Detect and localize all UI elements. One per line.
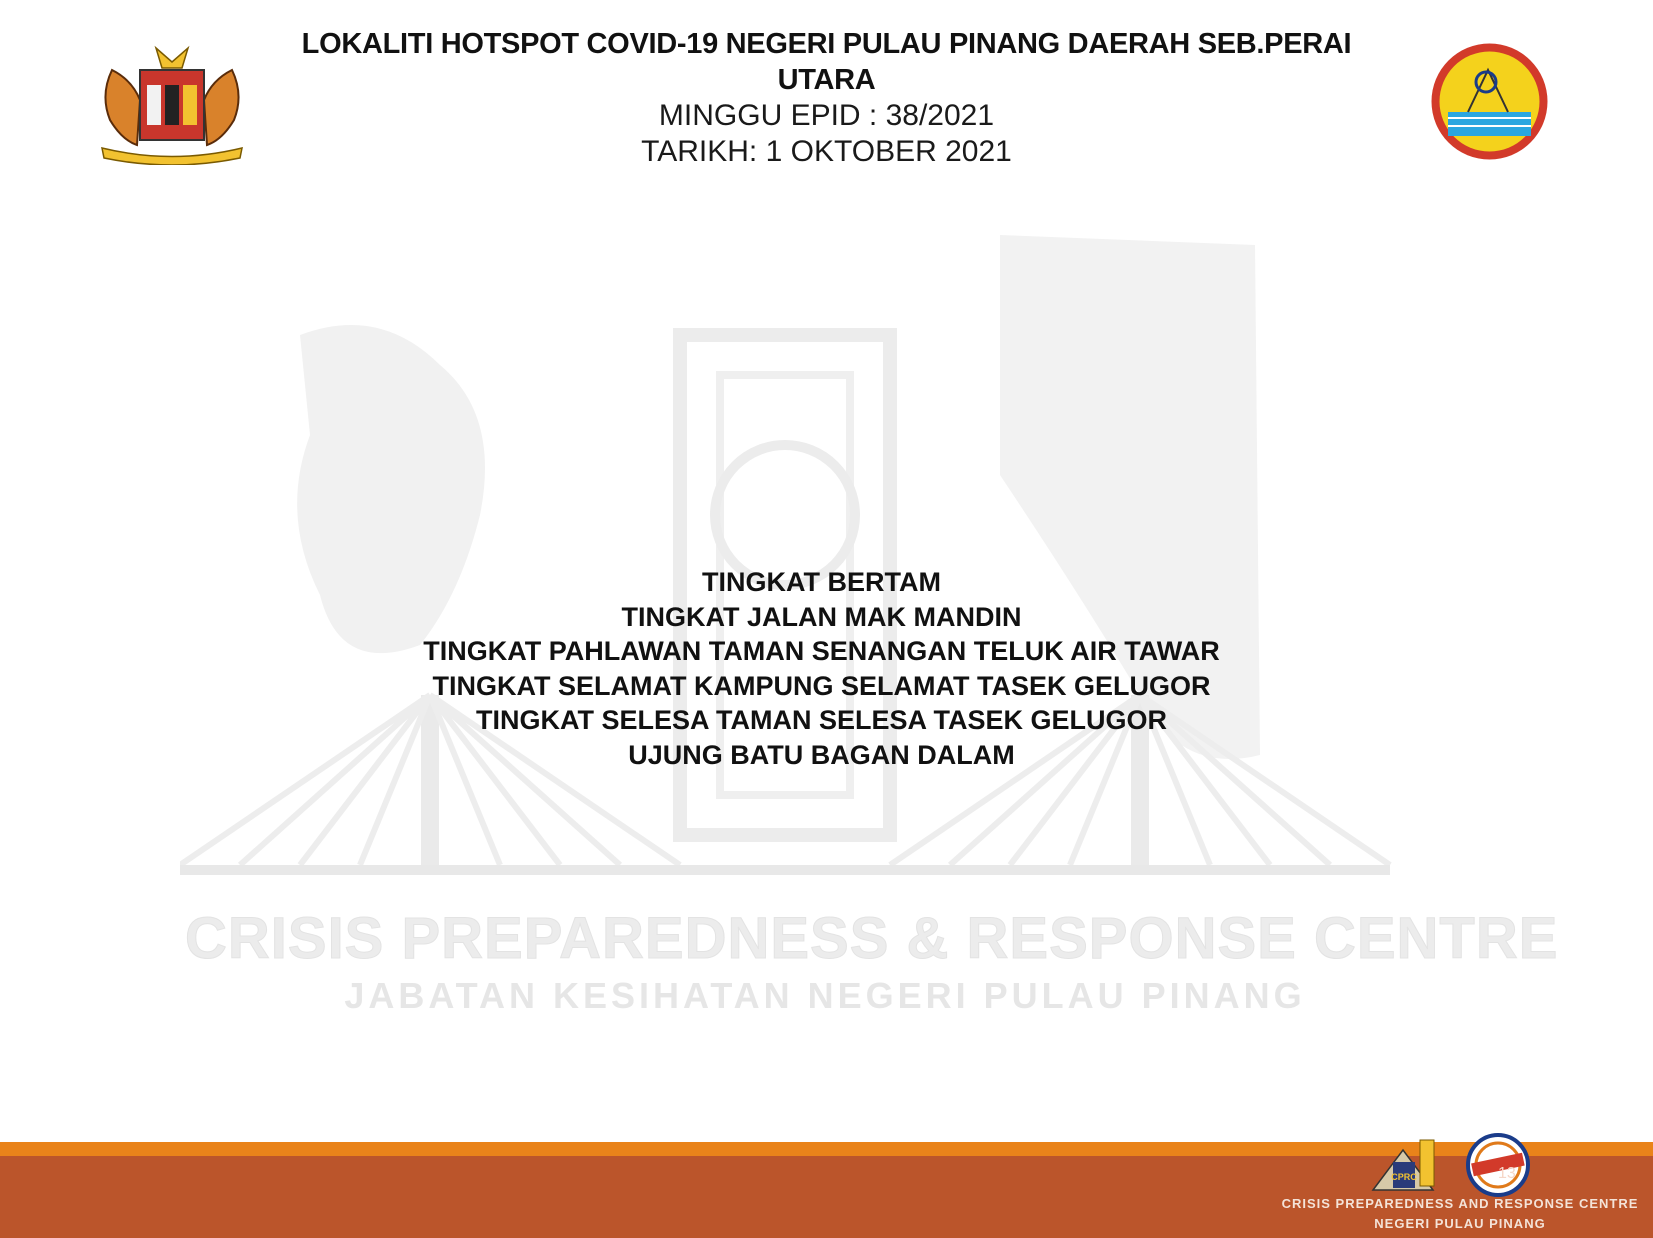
locality-item: TINGKAT PAHLAWAN TAMAN SENANGAN TELUK AIR TAWAR [423, 636, 1220, 666]
hotspot-locality-list [330, 565, 1313, 772]
slide-header [270, 26, 1383, 170]
epid-week: MINGGU EPID : 38/2021 [658, 99, 995, 132]
watermark-text-line-1: CRISIS PREPAREDNESS & RESPONSE CENTRE [185, 906, 1559, 971]
slide-title-line-2: UTARA [777, 64, 876, 96]
cprc-logo-icon [1373, 1140, 1434, 1190]
council-seal-logo [1428, 40, 1551, 163]
locality-item: UJUNG BATU BAGAN DALAM [628, 739, 1015, 770]
locality-item: TINGKAT SELAMAT KAMPUNG SELAMAT TASEK GELUGOR [432, 670, 1211, 701]
coat-of-arms-logo [92, 40, 252, 165]
locality-item: TINGKAT SELESA TAMAN SELESA TASEK GELUGOR [475, 705, 1168, 735]
seberang-perai-council-seal-icon [1428, 40, 1551, 163]
watermark-text-line-2: JABATAN KESIHATAN NEGERI PULAU PINANG [344, 975, 1306, 1016]
slide-title-line-1: LOKALITI HOTSPOT COVID-19 NEGERI PULAU PINANG DAERAH SEB.PERAI [301, 28, 1352, 60]
footer-org-state: NEGERI PULAU PINANG [1374, 1216, 1546, 1231]
page-number: 13 [1498, 1165, 1516, 1182]
svg-text:CPRC: CPRC [1391, 1172, 1417, 1182]
malaysia-coat-of-arms-icon [92, 40, 252, 165]
report-date: TARIKH: 1 OKTOBER 2021 [641, 135, 1012, 168]
footer-org-name: CRISIS PREPAREDNESS AND RESPONSE CENTRE [1281, 1196, 1639, 1211]
locality-item: TINGKAT JALAN MAK MANDIN [621, 601, 1022, 632]
locality-item: TINGKAT BERTAM [702, 567, 941, 597]
